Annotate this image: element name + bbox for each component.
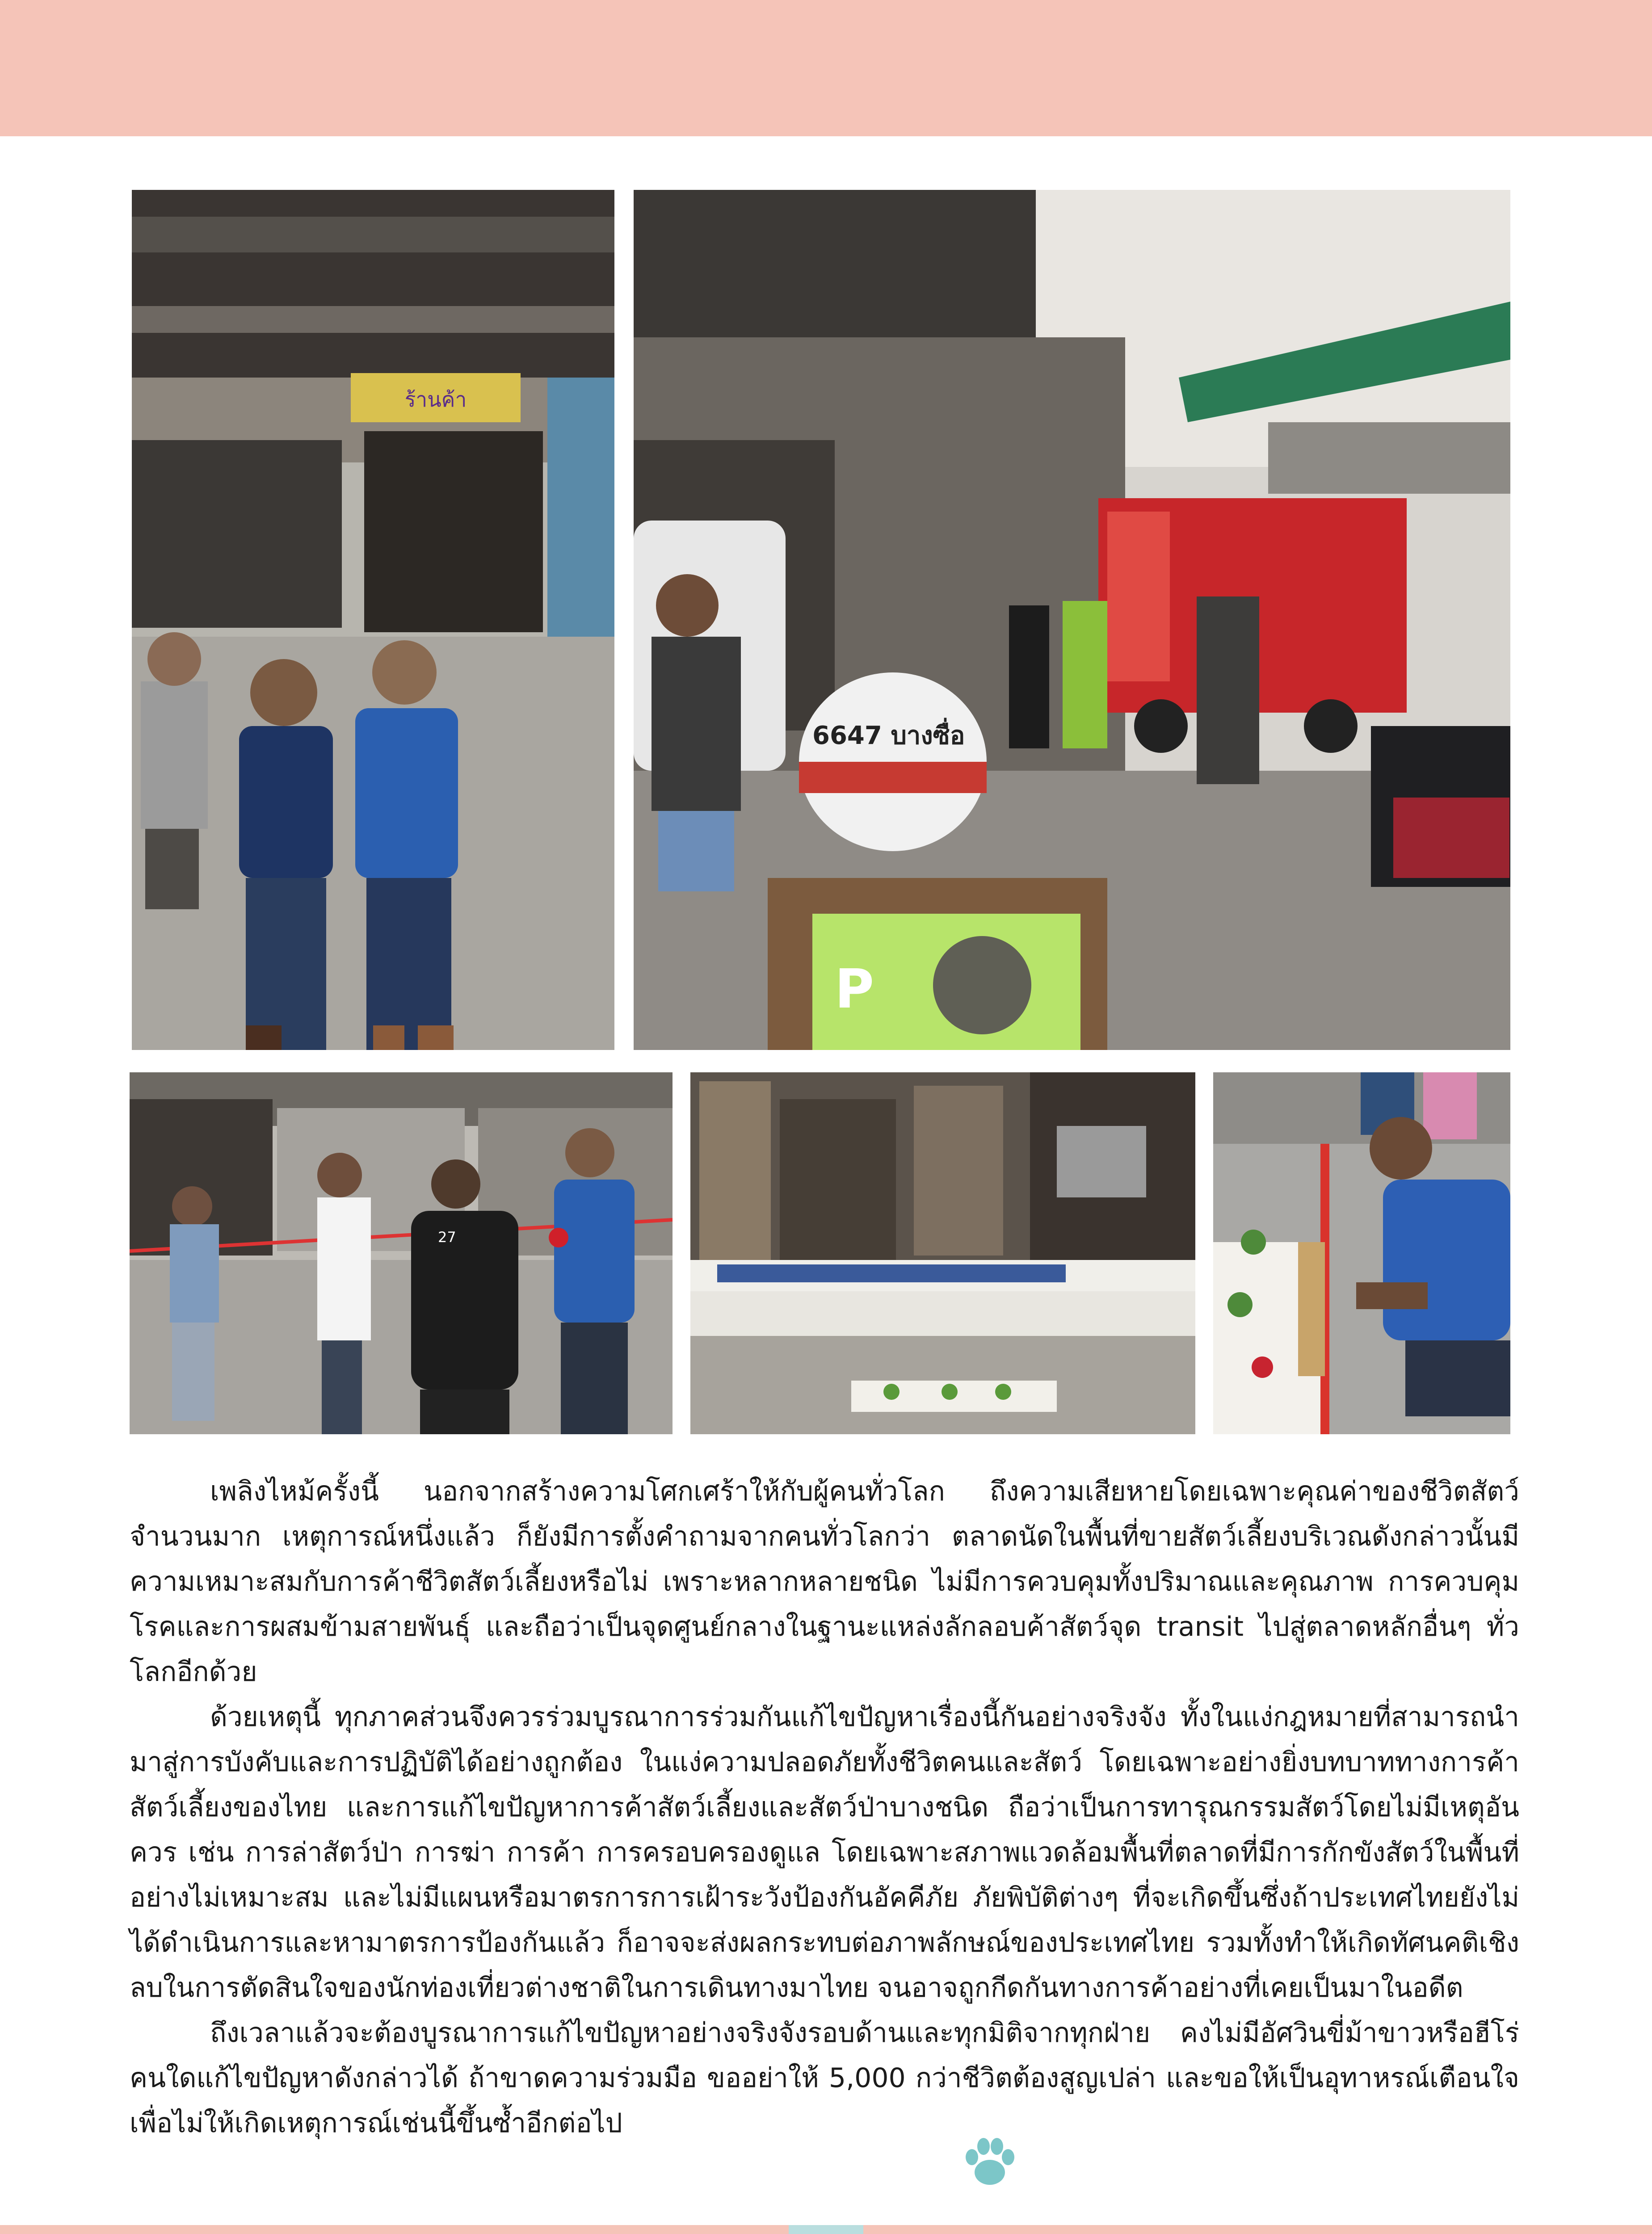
svg-text:ร้านค้า: ร้านค้า	[404, 387, 467, 412]
article-body	[130, 1469, 1519, 2146]
article-paragraph-2: ด้วยเหตุนี้ ทุกภาคส่วนจึงควรร่วมบูรณาการร่วมกันแก้ไขปัญหาเรื่องนี้กันอย่างจริงจัง ทั้งในแง่กฎหมายที่สามารถนำมาสู่การบังคับและการปฏิบัติได้อย่างถูกต้อง ในแง่ความปลอดภัยทั้งชีวิตคนและสัตว์ โดยเฉพาะอย่างยิ่งบทบาททางการค้าสัตว์เลี้ยงของไทย และการแก้ไขปัญหาการค้าสัตว์เลี้ยงและสัตว์ป่าบางชนิด ถือว่าเป็นการทารุณกรรมสัตว์โดยไม่มีเหตุอันควร เช่น การล่าสัตว์ป่า การฆ่า การค้า การครอบครองดูแล โดยเฉพาะสภาพแวดล้อมพื้นที่ตลาดที่มีการกักขังสัตว์ในพื้นที่อย่างไม่เหมาะสม และไม่มีแผนหรือมาตรการการเฝ้าระวังป้องกันอัคคีภัย ภัยพิบัติต่างๆ ที่จะเกิดขึ้นซึ่งถ้าประเทศไทยยังไม่ได้ดำเนินการและหามาตรการป้องกันแล้ว ก็อาจจะส่งผลกระทบต่อภาพลักษณ์ของประเทศไทย รวมทั้งทำให้เกิดทัศนคติเชิงลบในการตัดสินใจของนักท่องเที่ยวต่างชาติในการเดินทางมาไทย จนอาจถูกกีดกันทางการค้าอย่างที่เคยเป็นมาในอดีต	[130, 1701, 1519, 2003]
svg-text:6647 บางซื่อ: 6647 บางซื่อ	[812, 721, 965, 750]
article-paragraph-3: ถึงเวลาแล้วจะต้องบูรณาการแก้ไขปัญหาอย่างจริงจังรอบด้านและทุกมิติจากทุกฝ่าย คงไม่มีอัศวินขี่ม้าขาวหรือฮีโร่ คนใดแก้ไขปัญหาดังกล่าวได้ ถ้าขาดความร่วมมือ ขออย่าให้ 5,000 กว่าชีวิตต้องสูญเปล่า และขอให้เป็นอุทาหรณ์เตือนใจเพื่อไม่ให้เกิดเหตุการณ์เช่นนี้ขึ้นซ้ำอีกต่อไป	[130, 2017, 1519, 2139]
burned-cages-photo	[690, 1072, 1195, 1434]
page-number-box	[789, 2225, 863, 2234]
paw-print-icon	[958, 2131, 1021, 2194]
svg-text:27: 27	[438, 1229, 456, 1246]
two-officials-at-market-photo	[132, 190, 614, 1050]
header-band	[0, 0, 1652, 136]
article-paragraph-1: เพลิงไหม้ครั้งนี้ นอกจากสร้างความโศกเศร้าให้กับผู้คนทั่วโลก ถึงความเสียหายโดยเฉพาะคุณค่าของชีวิตสัตว์จำนวนมาก เหตุการณ์หนึ่งแล้ว ก็ยังมีการตั้งคำถามจากคนทั่วโลกว่า ตลาดนัดในพื้นที่ขายสัตว์เลี้ยงบริเวณดังกล่าวนั้นมีความเหมาะสมกับการค้าชีวิตสัตว์เลี้ยงหรือไม่ เพราะหลากหลายชนิด ไม่มีการควบคุมทั้งปริมาณและคุณภาพ การควบคุมโรคและการผสมข้ามสายพันธุ์ และถือว่าเป็นจุดศูนย์กลางในฐานะแหล่งลักลอบค้าสัตว์จุด transit ไปสู่ตลาดหลักอื่นๆ ทั่วโลกอีกด้วย	[130, 1476, 1519, 1688]
fire-trucks-street-photo	[634, 190, 1510, 1050]
reporters-interview-photo	[130, 1072, 673, 1434]
memorial-flowers-photo	[1213, 1072, 1510, 1434]
svg-text:P: P	[835, 958, 874, 1020]
